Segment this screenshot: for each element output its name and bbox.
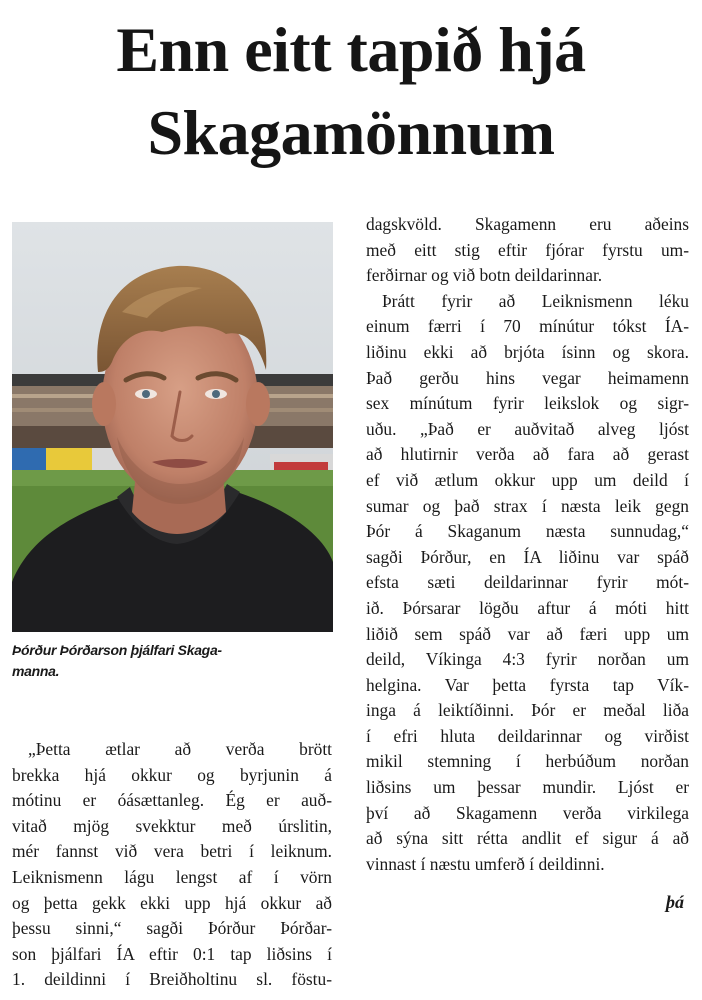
body-line: sagði Þórður, en ÍA liðinu var spáð: [366, 546, 689, 567]
author-signature: þá: [666, 892, 684, 912]
caption-line: manna.: [12, 663, 60, 679]
body-line: sumar og það strax í næsta leik gegn: [366, 495, 689, 516]
body-line: vinnast í næstu umferð í deildinni.: [366, 853, 605, 874]
body-line: uðu. „Það er auðvitað alveg ljóst: [366, 418, 689, 439]
body-line: liðið sem spáð var að færi upp um: [366, 623, 689, 644]
body-line: þessu sinni,“ sagði Þórður Þórðar-: [12, 918, 332, 939]
body-line: að sýna sitt rétta andlit ef sigur á að: [366, 828, 689, 849]
article-body-right-column: [366, 212, 689, 877]
article-body-left-column: [12, 737, 332, 993]
body-line: liðinu ekki að brjóta ísinn og skora.: [366, 341, 689, 362]
body-line: brekka hjá okkur og byrjunin á: [12, 764, 332, 785]
body-line: Þrátt fyrir að Leiknismenn léku: [382, 290, 689, 311]
body-line: dagskvöld. Skagamenn eru aðeins: [366, 214, 689, 234]
body-line: vitað mjög svekktur með úrslitin,: [12, 815, 332, 836]
body-line: ið. Þórsarar lögðu aftur á móti hitt: [366, 597, 689, 618]
body-line: með eitt stig eftir fjórar fyrstu um-: [366, 239, 689, 260]
body-line: deild, Víkinga 4:3 fyrir norðan um: [366, 649, 689, 670]
body-line: og þetta gekk ekki upp hjá okkur að: [12, 892, 332, 913]
headline-line: Skagamönnum: [147, 97, 555, 168]
body-line: ef við ætlum okkur upp um deild í: [366, 469, 689, 490]
body-line: mér fannst við vera betri í leiknum.: [12, 841, 332, 862]
body-line: „Þetta ætlar að verða brött: [28, 739, 332, 759]
body-line: Það gerðu hins vegar heimamenn: [366, 367, 689, 388]
body-line: 1. deildinni í Breiðholtinu sl. föstu-: [12, 969, 332, 990]
body-line: liðsins um þessar mundir. Ljóst er: [366, 777, 689, 798]
body-line: mótinu er óásættanleg. Ég er auð-: [12, 790, 332, 811]
photo-caption: [12, 640, 302, 682]
body-line: því að Skagamenn verða virkilega: [366, 802, 689, 823]
body-line: Leiknismenn lágu lengst af í vörn: [12, 866, 332, 887]
body-line: son þjálfari ÍA eftir 0:1 tap liðsins í: [12, 943, 332, 964]
body-line: Þór á Skaganum næsta sunnudag,“: [366, 521, 689, 542]
headline: [0, 8, 702, 174]
caption-line: Þórður Þórðarson þjálfari Skaga-: [12, 642, 222, 658]
body-line: inga á leiktíðinni. Þór er meðal liða: [366, 700, 689, 721]
body-line: að hlutirnir verða að fara að gerast: [366, 444, 689, 465]
headline-line: Enn eitt tapið hjá: [116, 14, 586, 85]
body-line: sex mínútum fyrir leikslok og sigr-: [366, 393, 689, 414]
body-line: einum færri í 70 mínútur tókst ÍA-: [366, 316, 689, 337]
portrait-photo: [12, 222, 333, 632]
body-line: efsta sæti deildarinnar fyrir mót-: [366, 572, 689, 593]
body-line: helgina. Var þetta fyrsta tap Vík-: [366, 674, 689, 695]
body-line: í efri hluta deildarinnar og virðist: [366, 725, 689, 746]
body-line: mikil stemning í herbúðum norðan: [366, 751, 689, 772]
body-line: ferðirnar og við botn deildarinnar.: [366, 265, 603, 286]
